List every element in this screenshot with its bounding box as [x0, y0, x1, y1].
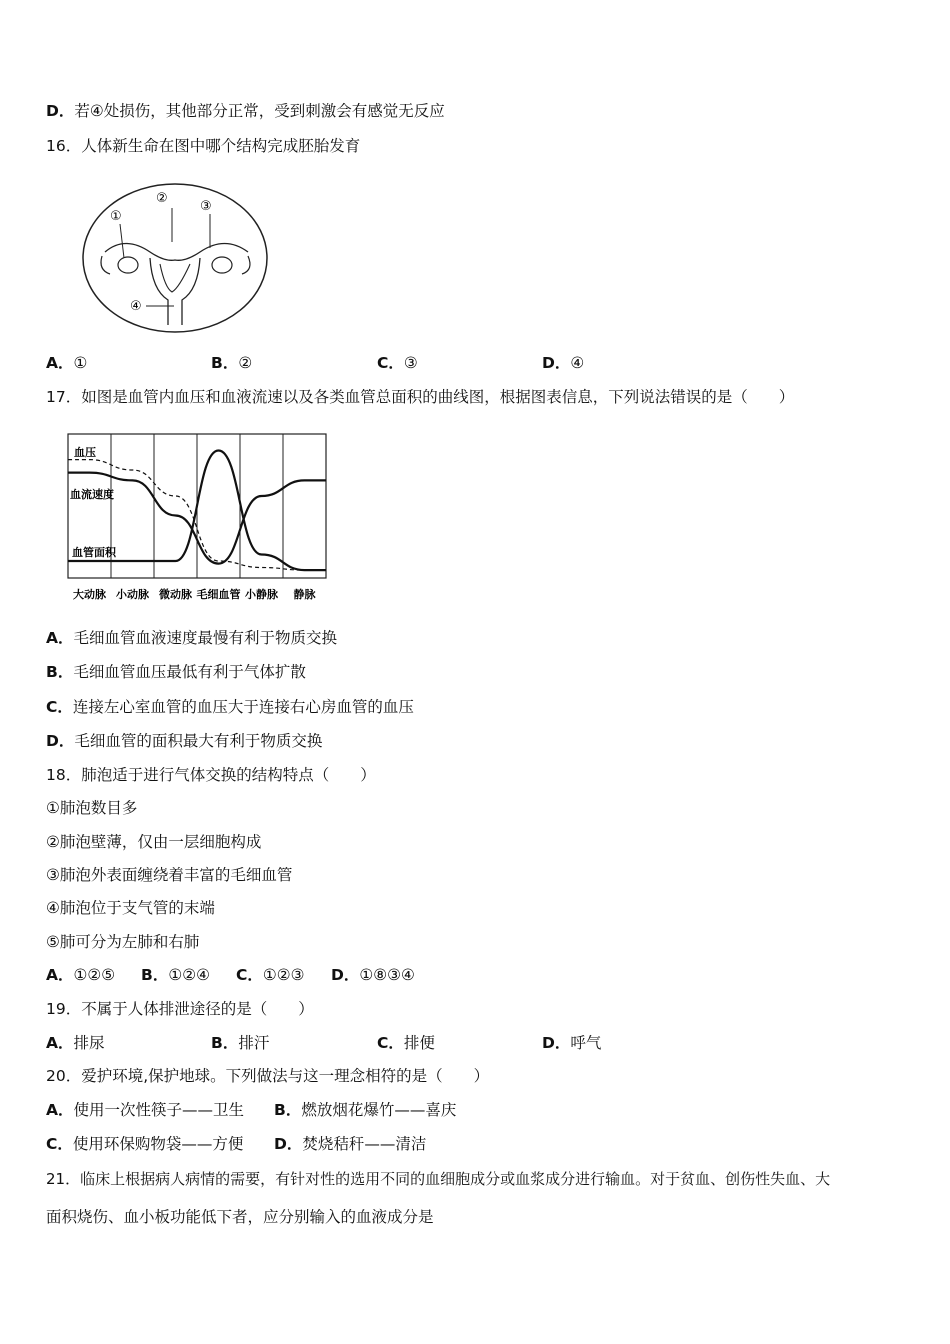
- option-text: 排汗: [238, 1034, 270, 1052]
- option-text: ①②⑤: [73, 966, 116, 984]
- option-letter: D．: [46, 102, 75, 120]
- q20-option-a: [46, 1100, 244, 1120]
- option-letter: D．: [331, 966, 360, 984]
- question-number: 19．: [46, 1000, 82, 1018]
- prev-option-d: [46, 101, 445, 121]
- q17-stem: [46, 387, 794, 407]
- question-number: 17．: [46, 388, 82, 406]
- q18-item-4: ④肺泡位于支气管的末端: [46, 899, 215, 917]
- option-letter: A．: [46, 1101, 74, 1119]
- q20-option-b: [274, 1100, 456, 1120]
- x-tick-label: 微动脉: [159, 588, 192, 601]
- q16-option-a: [46, 353, 87, 373]
- question-number: 16．: [46, 137, 82, 155]
- option-text: 燃放烟花爆竹——喜庆: [301, 1101, 457, 1119]
- question-text: 爱护环境,保护地球。下列做法与这一理念相符的是（ ）: [81, 1067, 490, 1085]
- q16-option-c: [377, 353, 418, 373]
- option-letter: D．: [542, 1034, 571, 1052]
- option-letter: B．: [211, 354, 239, 372]
- option-text: 排尿: [73, 1034, 105, 1052]
- q16-option-b: [211, 353, 252, 373]
- option-letter: A．: [46, 629, 74, 647]
- x-tick-label: 大动脉: [73, 588, 106, 601]
- option-text: 毛细血管血压最低有利于气体扩散: [73, 663, 306, 681]
- question-text: 不属于人体排泄途径的是（ ）: [81, 1000, 314, 1018]
- q19-option-c: [377, 1033, 435, 1053]
- option-letter: C．: [377, 354, 404, 372]
- q19-option-a: [46, 1033, 105, 1053]
- series-label-speed: 血流速度: [70, 488, 114, 501]
- blood-vessel-chart: [64, 432, 330, 604]
- x-tick-label: 小动脉: [116, 588, 149, 601]
- q18-option-b: [141, 965, 210, 985]
- option-text: ③: [403, 354, 418, 372]
- q19-stem: [46, 999, 314, 1019]
- q17-option-d: [46, 731, 322, 751]
- option-text: 使用一次性筷子——卫生: [73, 1101, 245, 1119]
- option-text: ①②③: [262, 966, 305, 984]
- q18-item-3: ③肺泡外表面缠绕着丰富的毛细血管: [46, 866, 293, 884]
- q16-stem: [46, 136, 360, 156]
- q18-stem: [46, 765, 376, 785]
- q18-item-1: ①肺泡数目多: [46, 799, 138, 817]
- option-letter: C．: [236, 966, 263, 984]
- option-text: 排便: [403, 1034, 435, 1052]
- option-text: 连接左心室血管的血压大于连接右心房血管的血压: [72, 698, 414, 716]
- option-text: ④: [570, 354, 585, 372]
- option-letter: A．: [46, 1034, 74, 1052]
- series-label-area: 血管面积: [72, 546, 116, 559]
- question-number: 21．: [46, 1170, 81, 1188]
- option-text: 焚烧秸秆——清洁: [302, 1135, 427, 1153]
- option-letter: B．: [211, 1034, 239, 1052]
- q16-option-d: [542, 353, 584, 373]
- option-letter: D．: [46, 732, 75, 750]
- q18-option-a: [46, 965, 115, 985]
- q19-option-b: [211, 1033, 269, 1053]
- q21-stem-line2: 面积烧伤、血小板功能低下者，应分别输入的血液成分是: [46, 1208, 434, 1226]
- q17-option-a: [46, 628, 337, 648]
- x-tick-label: 静脉: [293, 588, 316, 601]
- option-text: 若④处损伤，其他部分正常，受到刺激会有感觉无反应: [74, 102, 445, 120]
- option-text: 呼气: [570, 1034, 602, 1052]
- option-text: 使用环保购物袋——方便: [72, 1135, 244, 1153]
- question-number: 18．: [46, 766, 82, 784]
- q18-option-c: [236, 965, 305, 985]
- figure-label-3: ③: [200, 199, 212, 214]
- q20-option-c: [46, 1134, 243, 1154]
- option-letter: C．: [46, 698, 73, 716]
- option-letter: A．: [46, 966, 74, 984]
- question-text: 临床上根据病人病情的需要，有针对性的选用不同的血细胞成分或血浆成分进行输血。对于贫血、创伤性失血、大: [80, 1170, 831, 1188]
- option-letter: C．: [46, 1135, 73, 1153]
- option-letter: A．: [46, 354, 74, 372]
- series-label-bp: 血压: [74, 446, 96, 459]
- x-tick-label: 毛细血管: [196, 588, 241, 601]
- q20-stem: [46, 1066, 489, 1086]
- question-text: 如图是血管内血压和血液流速以及各类血管总面积的曲线图，根据图表信息，下列说法错误的是（ ）: [81, 388, 795, 406]
- q18-item-2: ②肺泡壁薄，仅由一层细胞构成: [46, 833, 262, 851]
- q17-option-c: [46, 697, 414, 717]
- q18-option-d: [331, 965, 415, 985]
- option-text: ①②④: [168, 966, 211, 984]
- option-letter: B．: [274, 1101, 302, 1119]
- q17-option-b: [46, 662, 306, 682]
- q19-option-d: [542, 1033, 601, 1053]
- question-text: 人体新生命在图中哪个结构完成胚胎发育: [81, 137, 361, 155]
- option-text: ②: [238, 354, 253, 372]
- figure-label-2: ②: [156, 191, 168, 206]
- option-letter: D．: [274, 1135, 303, 1153]
- q18-item-5: ⑤肺可分为左肺和右肺: [46, 933, 200, 951]
- option-letter: D．: [542, 354, 571, 372]
- option-text: 毛细血管的面积最大有利于物质交换: [74, 732, 323, 750]
- option-letter: C．: [377, 1034, 404, 1052]
- question-number: 20．: [46, 1067, 82, 1085]
- figure-label-1: ①: [110, 209, 122, 224]
- question-text: 肺泡适于进行气体交换的结构特点（ ）: [81, 766, 376, 784]
- x-tick-label: 小静脉: [245, 588, 278, 601]
- option-letter: B．: [141, 966, 169, 984]
- option-letter: B．: [46, 663, 74, 681]
- q20-option-d: [274, 1134, 426, 1154]
- figure-label-4: ④: [130, 299, 142, 314]
- option-text: 毛细血管血液速度最慢有利于物质交换: [73, 629, 338, 647]
- q21-stem-line1: [46, 1169, 830, 1189]
- option-text: ①⑧③④: [359, 966, 415, 984]
- uterus-diagram: [80, 180, 270, 336]
- option-text: ①: [73, 354, 88, 372]
